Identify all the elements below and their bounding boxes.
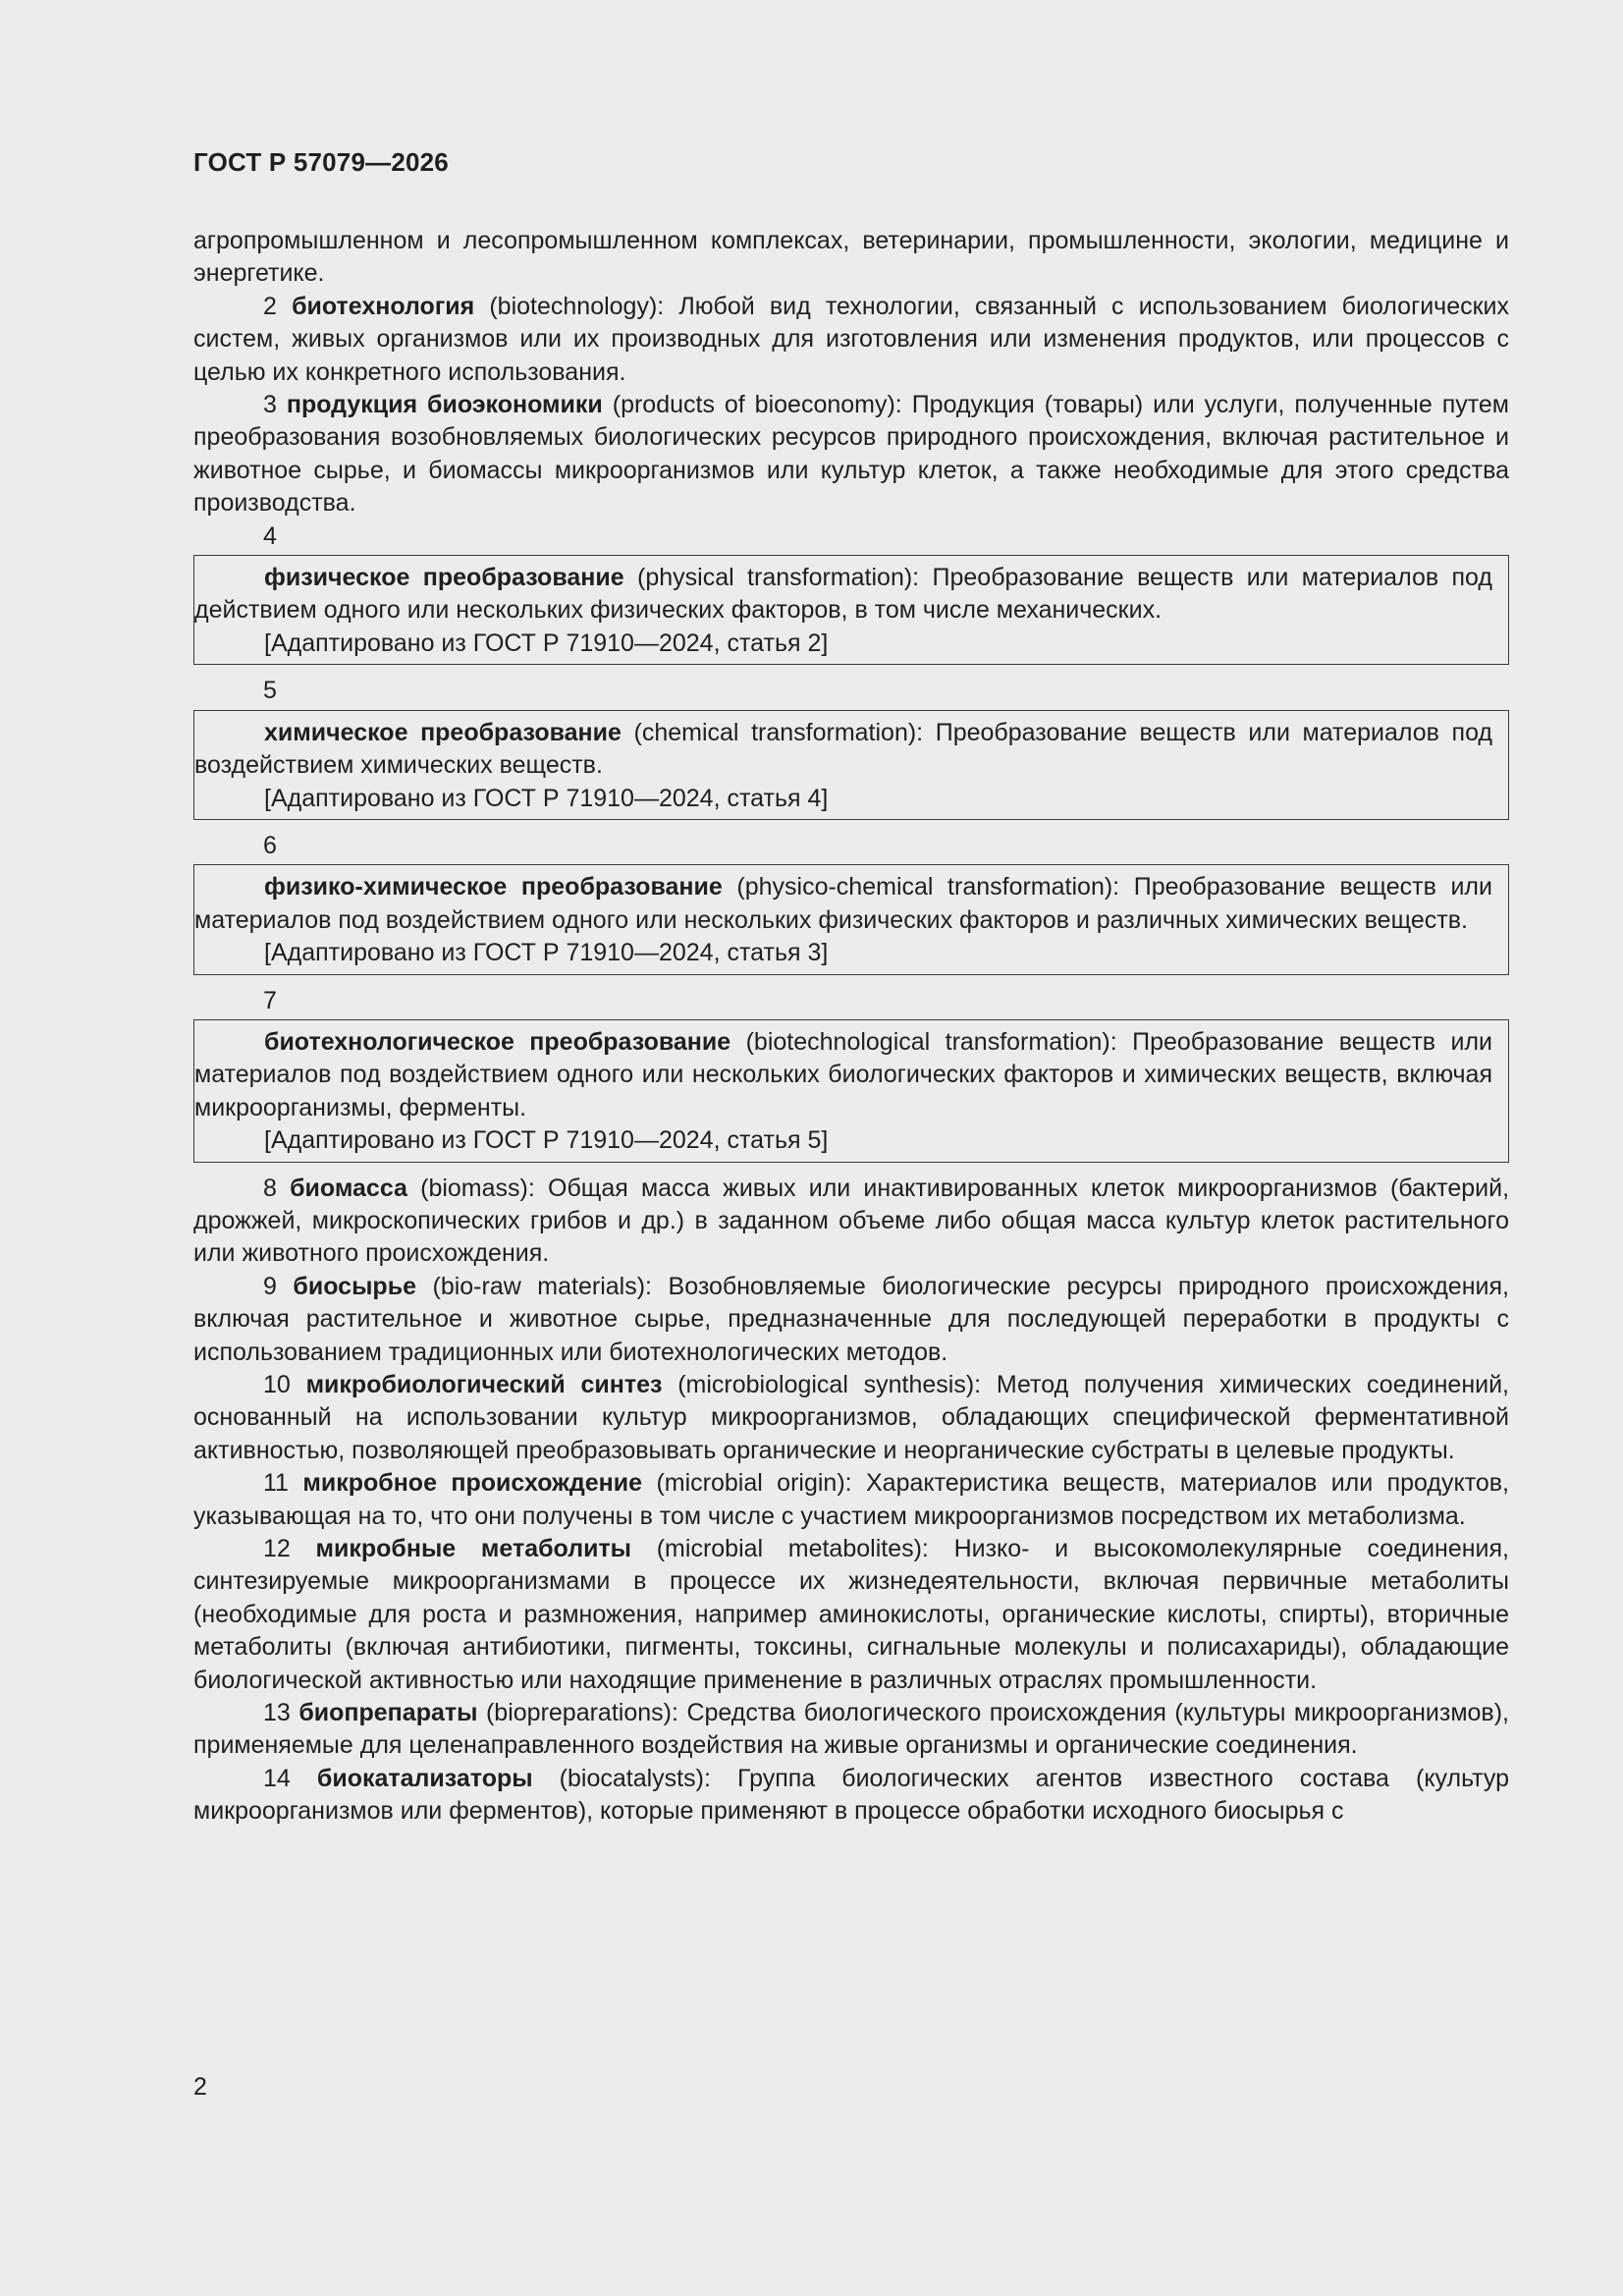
term-name: биотехнология: [292, 292, 475, 320]
term-box-5: [193, 710, 1509, 820]
page-number: 2: [193, 2073, 207, 2101]
term-entry-10: 10 микробиологический синтез (microbiological synthesis): Метод получения химических соединений, основанный на использовании культур микроорганизмов, обладающих специфической ферментативной активностью, позволяющей преобразовывать органические и неорганические субстраты в целевые продукты.: [193, 1371, 1510, 1464]
term-name: микробное происхождение: [302, 1469, 643, 1498]
term-box-7: [193, 1019, 1509, 1163]
term-name: химическое преобразование: [264, 718, 622, 746]
term-box-6: [193, 864, 1509, 974]
term-source: [Адаптировано из ГОСТ Р 71910—2024, статья 2]: [264, 629, 829, 657]
term-name: биомасса: [290, 1174, 407, 1202]
term-entry-9: 9 биосырье (bio-raw materials): Возобновляемые биологические ресурсы природного происхождения, включая растительное и животное сырье, предназначенные для последующей переработки в продукты с использованием традиционных или биотехнологических методов.: [193, 1272, 1509, 1366]
term-number: 6: [263, 831, 277, 859]
term-source: [Адаптировано из ГОСТ Р 71910—2024, статья 3]: [264, 939, 829, 967]
term-name: микробные метаболиты: [315, 1535, 632, 1563]
term-entry-12: 12 микробные метаболиты (microbial metabolites): Низко- и высокомолекулярные соединения, синтезируемые микроорганизмами в процессе их жизнедеятельности, включая первичные метаболиты (необходимые для роста и размножения, например аминокислоты, органические кислоты, спирты), вторичные метаболиты (включая антибиотики, пигменты, токсины, сигнальные молекулы и полисахариды), обладающие биологической активностью или находящие применение в различных отраслях промышленности.: [193, 1535, 1510, 1694]
document-body: [193, 225, 1509, 1829]
term-entry-11: 11 микробное происхождение (microbial origin): Характеристика веществ, материалов или продуктов, указывающая на то, что они получены в том числе с участием микроорганизмов посредством их метаболизма.: [193, 1469, 1509, 1530]
term-number: 7: [263, 986, 277, 1014]
term-entry-2: 2 биотехнология (biotechnology): Любой вид технологии, связанный с использованием биологических систем, живых организмов или их производных для изготовления или изменения продуктов, или процессов с целью их конкретного использования.: [193, 292, 1509, 386]
term-name: микробиологический синтез: [305, 1371, 663, 1398]
term-name: биосырье: [293, 1272, 416, 1300]
term-definition: физическое преобразование (physical transformation): Преобразование веществ или материалов под действием одного или нескольких физических факторов, в том числе механических.: [194, 564, 1492, 625]
term-source: [Адаптировано из ГОСТ Р 71910—2024, статья 5]: [264, 1126, 829, 1155]
term-entry-3: 3 продукция биоэкономики (products of bioeconomy): Продукция (товары) или услуги, полученные путем преобразования возобновляемых биологических ресурсов природного происхождения, включая растительное и животное сырье, и биомассы микроорганизмов или культур клеток, а также необходимые для этого средства производства.: [193, 391, 1509, 518]
term-definition: биотехнологическое преобразование (biotechnological transformation): Преобразование веществ или материалов под воздействием одного или нескольких биологических факторов и химических веществ, включая микроорганизмы, ферменты.: [194, 1027, 1492, 1121]
document-header: ГОСТ Р 57079—2026: [193, 147, 449, 177]
term-entry-14: 14 биокатализаторы (biocatalysts): Группа биологических агентов известного состава (культур микроорганизмов или ферментов), которые применяют в процессе обработки исходного биосырья с: [193, 1764, 1510, 1826]
term-number: 5: [263, 677, 277, 705]
term-source: [Адаптировано из ГОСТ Р 71910—2024, статья 4]: [264, 784, 829, 812]
term-definition: физико-химическое преобразование (physico-chemical transformation): Преобразование веществ или материалов под воздействием одного или нескольких физических факторов и различных химических веществ.: [194, 873, 1492, 934]
term-name: физическое преобразование: [264, 564, 624, 592]
term-name: биопрепараты: [298, 1699, 478, 1727]
term-name: физико-химическое преобразование: [264, 873, 723, 902]
term-number: 4: [263, 521, 277, 550]
term-definition: химическое преобразование (chemical transformation): Преобразование веществ или материалов под воздействием химических веществ.: [194, 718, 1493, 780]
term-name: биотехнологическое преобразование: [264, 1027, 731, 1056]
term-box-4: [193, 555, 1509, 665]
continuation-paragraph: агропромышленном и лесопромышленном комплексах, ветеринарии, промышленности, экологии, медицине и энергетике.: [193, 227, 1509, 288]
term-name: биокатализаторы: [316, 1764, 533, 1792]
term-entry-13: 13 биопрепараты (biopreparations): Средства биологического происхождения (культуры микроорганизмов), применяемые для целенаправленного воздействия на живые организмы и органические соединения.: [193, 1699, 1509, 1760]
term-name: продукция биоэкономики: [286, 391, 603, 419]
term-entry-8: 8 биомасса (biomass): Общая масса живых или инактивированных клеток микроорганизмов (бактерий, дрожжей, микроскопических грибов и др.) в заданном объеме либо общая масса культур клеток растительного или животного происхождения.: [193, 1174, 1510, 1268]
